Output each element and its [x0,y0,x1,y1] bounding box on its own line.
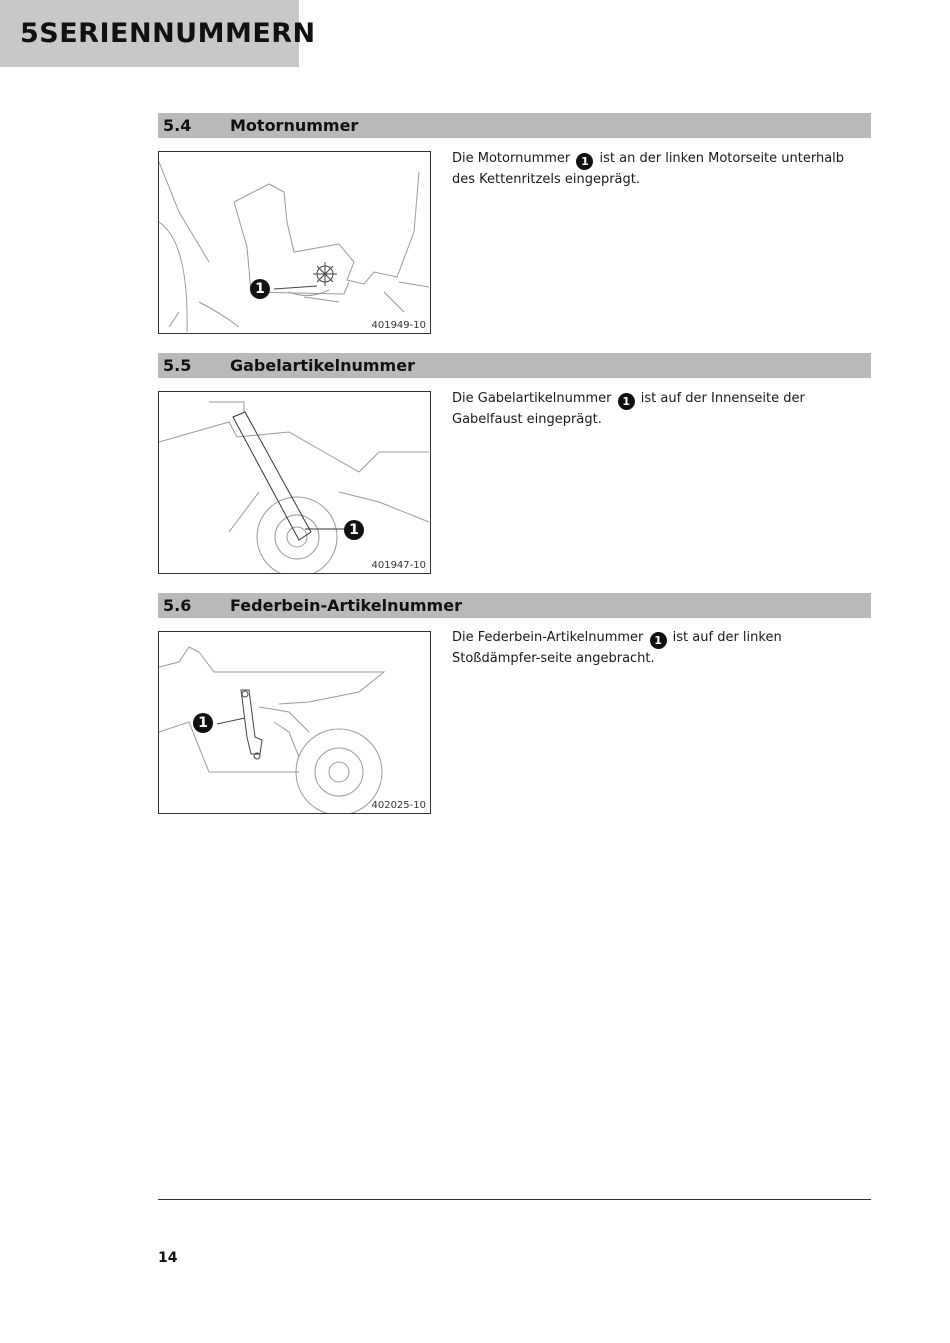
text-after: ist auf der linken Stoßdämpfer-seite angebracht. [452,630,782,666]
figure-id: 401949-10 [371,320,426,331]
footer-divider [158,1199,871,1200]
text-after: ist auf der Innenseite der Gabelfaust eingeprägt. [452,391,805,427]
page-number: 14 [158,1250,178,1266]
inline-callout-marker: 1 [576,153,593,170]
section-number: 5.4 [163,116,192,135]
text-before: Die Gabelartikelnummer [452,391,612,406]
chapter-header [0,0,316,67]
callout-marker: 1 [193,713,213,733]
engine-illustration [159,152,431,334]
section-number: 5.5 [163,356,192,375]
section-text [452,628,867,669]
section-text [452,149,867,190]
chapter-title: SERIENNUMMERN [39,18,316,49]
section-heading-federbein-artikelnummer [158,593,871,618]
text-before: Die Federbein-Artikelnummer [452,630,644,645]
callout-marker: 1 [250,279,270,299]
section-text [452,389,867,430]
figure-engine-number [158,151,431,334]
text-after: ist an der linken Motorseite unterhalb des Kettenritzels eingeprägt. [452,151,845,187]
section-title: Federbein-Artikelnummer [230,596,462,615]
text-before: Die Motornummer [452,151,571,166]
chapter-number: 5 [20,18,40,49]
figure-fork-number [158,391,431,574]
inline-callout-marker: 1 [650,632,667,649]
inline-callout-marker: 1 [618,393,635,410]
section-title: Gabelartikelnummer [230,356,415,375]
figure-id: 402025-10 [371,800,426,811]
section-heading-motornummer [158,113,871,138]
fork-illustration [159,392,431,574]
figure-shock-number [158,631,431,814]
section-title: Motornummer [230,116,359,135]
callout-marker: 1 [344,520,364,540]
section-number: 5.6 [163,596,192,615]
figure-id: 401947-10 [371,560,426,571]
section-heading-gabelartikelnummer [158,353,871,378]
